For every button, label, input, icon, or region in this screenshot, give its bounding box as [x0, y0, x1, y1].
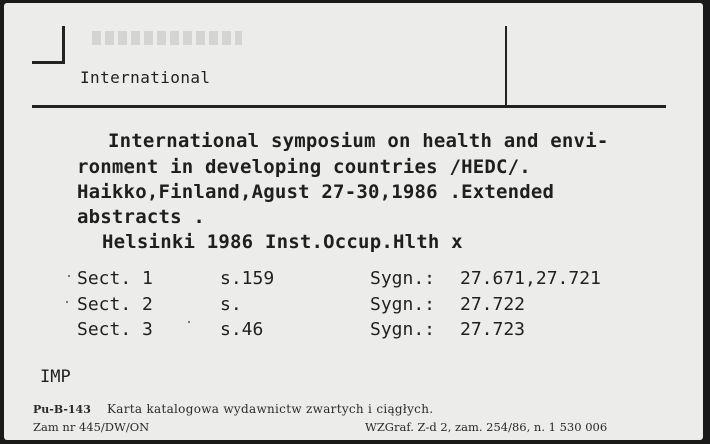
section-pages: s.159	[220, 268, 275, 289]
header-horizontal-rule	[32, 105, 666, 108]
title-line-1: International symposium on health and envi-	[108, 130, 609, 152]
title-line-3: Haikko,Finland,Agust 27-30,1986 .Extended	[77, 181, 555, 203]
title-line-2: ronment in developing countries /HEDC/.	[77, 156, 531, 178]
ink-speck	[68, 275, 70, 277]
signature-value: 27.722	[460, 294, 526, 315]
signature-value: 27.723	[460, 319, 526, 340]
section-row	[4, 268, 703, 294]
section-label: Sect. 3	[77, 319, 153, 340]
form-title: Karta katalogowa wydawnictw zwartych i ciągłych.	[107, 402, 434, 416]
title-line-4: abstracts .	[77, 206, 206, 228]
section-label: Sect. 2	[77, 294, 153, 315]
section-row	[4, 319, 703, 345]
header-vertical-divider	[505, 26, 507, 107]
form-code: Pu-B-143	[33, 403, 91, 416]
ink-speck	[188, 321, 190, 323]
signature-label: Sygn.:	[370, 319, 436, 340]
card-heading: International	[80, 68, 211, 87]
imprint-line: Helsinki 1986 Inst.Occup.Hlth x	[102, 231, 463, 253]
imp-stamp: IMP	[40, 367, 71, 387]
section-pages: s.46	[220, 319, 264, 340]
printer-info: WZGraf. Z-d 2, zam. 254/86, n. 1 530 006	[365, 420, 608, 434]
corner-mark-vertical	[62, 26, 65, 64]
signature-label: Sygn.:	[370, 294, 436, 315]
faded-typing	[92, 31, 242, 45]
ink-speck	[66, 301, 68, 303]
catalog-card	[4, 3, 703, 440]
section-pages: s.	[220, 294, 242, 315]
section-row	[4, 294, 703, 320]
section-label: Sect. 1	[77, 268, 153, 289]
signature-value: 27.671,27.721	[460, 268, 601, 289]
corner-mark-horizontal	[32, 61, 65, 64]
signature-label: Sygn.:	[370, 268, 436, 289]
order-number: Zam nr 445/DW/ON	[33, 420, 150, 434]
